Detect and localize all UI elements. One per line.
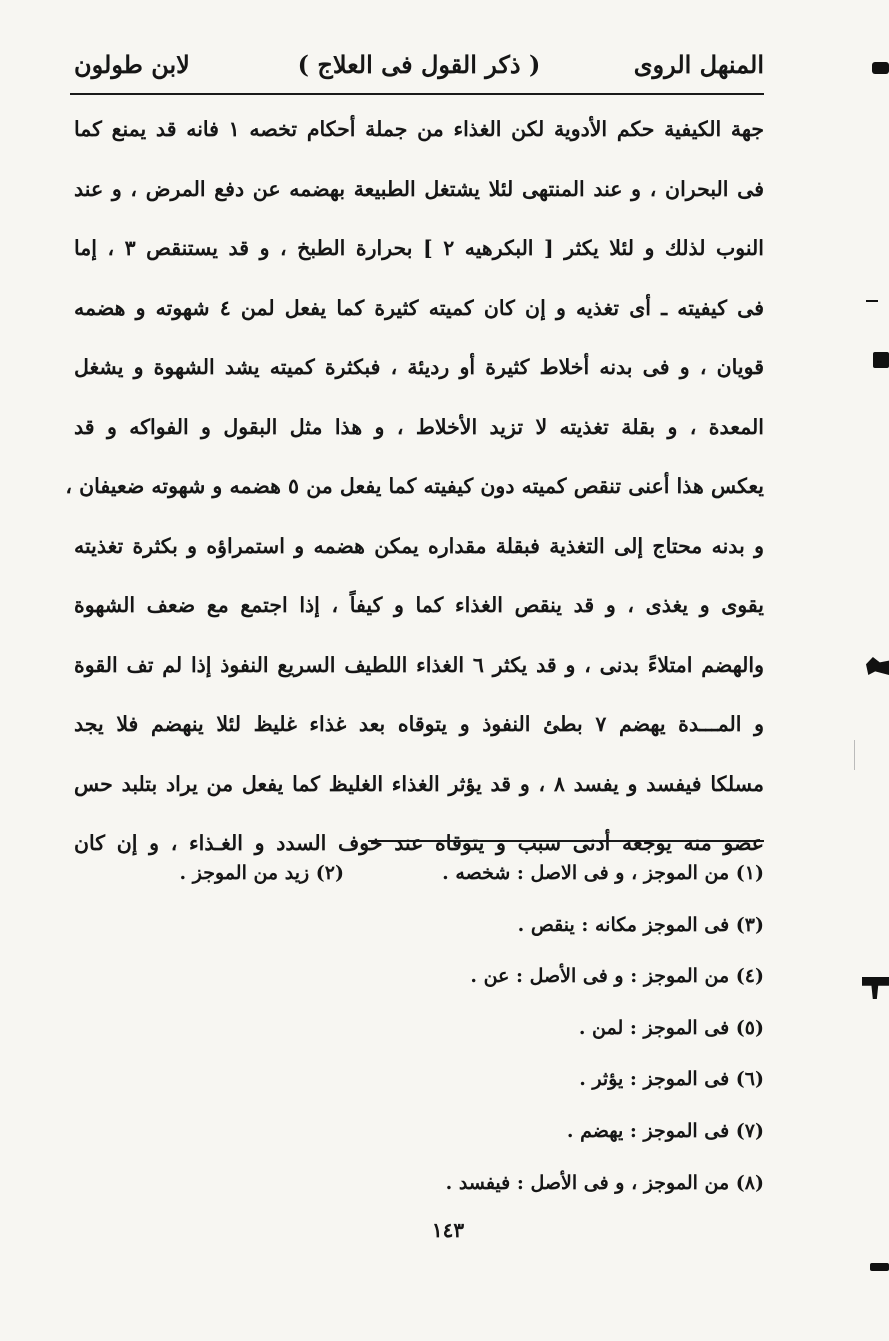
- body-line: جهة الكيفية حكم الأدوية لكن الغذاء من جملة أحكام تخصه ١ فانه قد يمنع كما: [74, 117, 764, 141]
- edge-ink-mark: [873, 352, 889, 368]
- edge-ink-mark: [870, 1263, 889, 1271]
- author-name: لابن طولون: [74, 50, 190, 79]
- section-title: ( ذكر القول فى العلاج ): [297, 50, 541, 79]
- body-line: و بدنه محتاج إلى التغذية فبقلة مقداره يمكن هضمه و استمراؤه و بكثرة تغذيته: [74, 533, 764, 558]
- footnote-row: [150, 848, 764, 900]
- header-rule: [70, 93, 764, 95]
- body-line: يقوى و يغذى ، و قد ينقص الغذاء كما و كيفاً ، إذا اجتمع مع ضعف الشهوة: [74, 593, 764, 617]
- body-line: النوب لذلك و لئلا يكثر [ البكرهيه ٢ ] بحرارة الطبخ ، و قد يستنقص ٣ ، إما: [74, 236, 764, 260]
- body-line: والهضم امتلاءً بدنى ، و قد يكثر ٦ الغذاء اللطيف السريع النفوذ إذا لم تف القوة: [74, 652, 765, 677]
- footnote-3: (٣) فى الموجز مكانه : ينقص .: [517, 913, 764, 936]
- body-line: قويان ، و فى بدنه أخلاط كثيرة أو رديئة ، فبكثرة كميته يشد الشهوة و يشغل: [74, 355, 764, 379]
- paper-hairline: [854, 740, 855, 770]
- footnote-2: (٢) زيد من الموجز .: [179, 862, 344, 884]
- footnote-4: (٤) من الموجز : و فى الأصل : عن .: [470, 965, 764, 988]
- footnote-7: (٧) فى الموجز : يهضم .: [566, 1119, 764, 1142]
- edge-ink-mark: [862, 977, 889, 999]
- edge-ink-mark: [866, 300, 878, 302]
- body-line: مسلكا فيفسد و يفسد ٨ ، و قد يؤثر الغذاء الغليظ كما يفعل من يراد بتلبد حس: [74, 771, 764, 796]
- footnotes: [150, 848, 764, 1209]
- running-header: [74, 40, 764, 92]
- page-number: ١٤٣: [431, 1218, 465, 1242]
- body-line: يعكس هذا أعنى تنقص كميته دون كيفيته كما يفعل من ٥ هضمه و شهوته ضعيفان ،: [65, 474, 764, 498]
- footnote-rule: [368, 840, 764, 842]
- footnote-8: (٨) من الموجز ، و فى الأصل : فيفسد .: [445, 1171, 764, 1194]
- edge-ink-mark: [866, 657, 889, 675]
- book-title: المنهل الروى: [633, 50, 764, 79]
- body-text: [65, 100, 765, 874]
- body-line: عضو منه يوجعه أدنى سبب و يتوقاه عند خوف السدد و الغـذاء ، و إن كان: [74, 831, 764, 855]
- footnote-5: (٥) فى الموجز : لمن .: [578, 1016, 764, 1039]
- body-line: فى البحران ، و عند المنتهى لئلا يشتغل الطبيعة بهضمه عن دفع المرض ، و عند: [74, 176, 764, 201]
- body-line: المعدة ، و بقلة تغذيته لا تزيد الأخلاط ، و هذا مثل البقول و الفواكه و قد: [74, 414, 764, 439]
- footnote-1: (١) من الموجز ، و فى الاصل : شخصه .: [442, 862, 764, 884]
- body-line: و المـــدة يهضم ٧ بطئ النفوذ و يتوقاه بعد غذاء غليظ لئلا ينهضم فلا يجد: [74, 712, 764, 736]
- body-line: فى كيفيته ـ أى تغذيه و إن كان كميته كثيرة كما يفعل لمن ٤ شهوته و هضمه: [74, 295, 764, 320]
- edge-ink-mark: [872, 62, 889, 74]
- footnote-6: (٦) فى الموجز : يؤثر .: [579, 1068, 764, 1091]
